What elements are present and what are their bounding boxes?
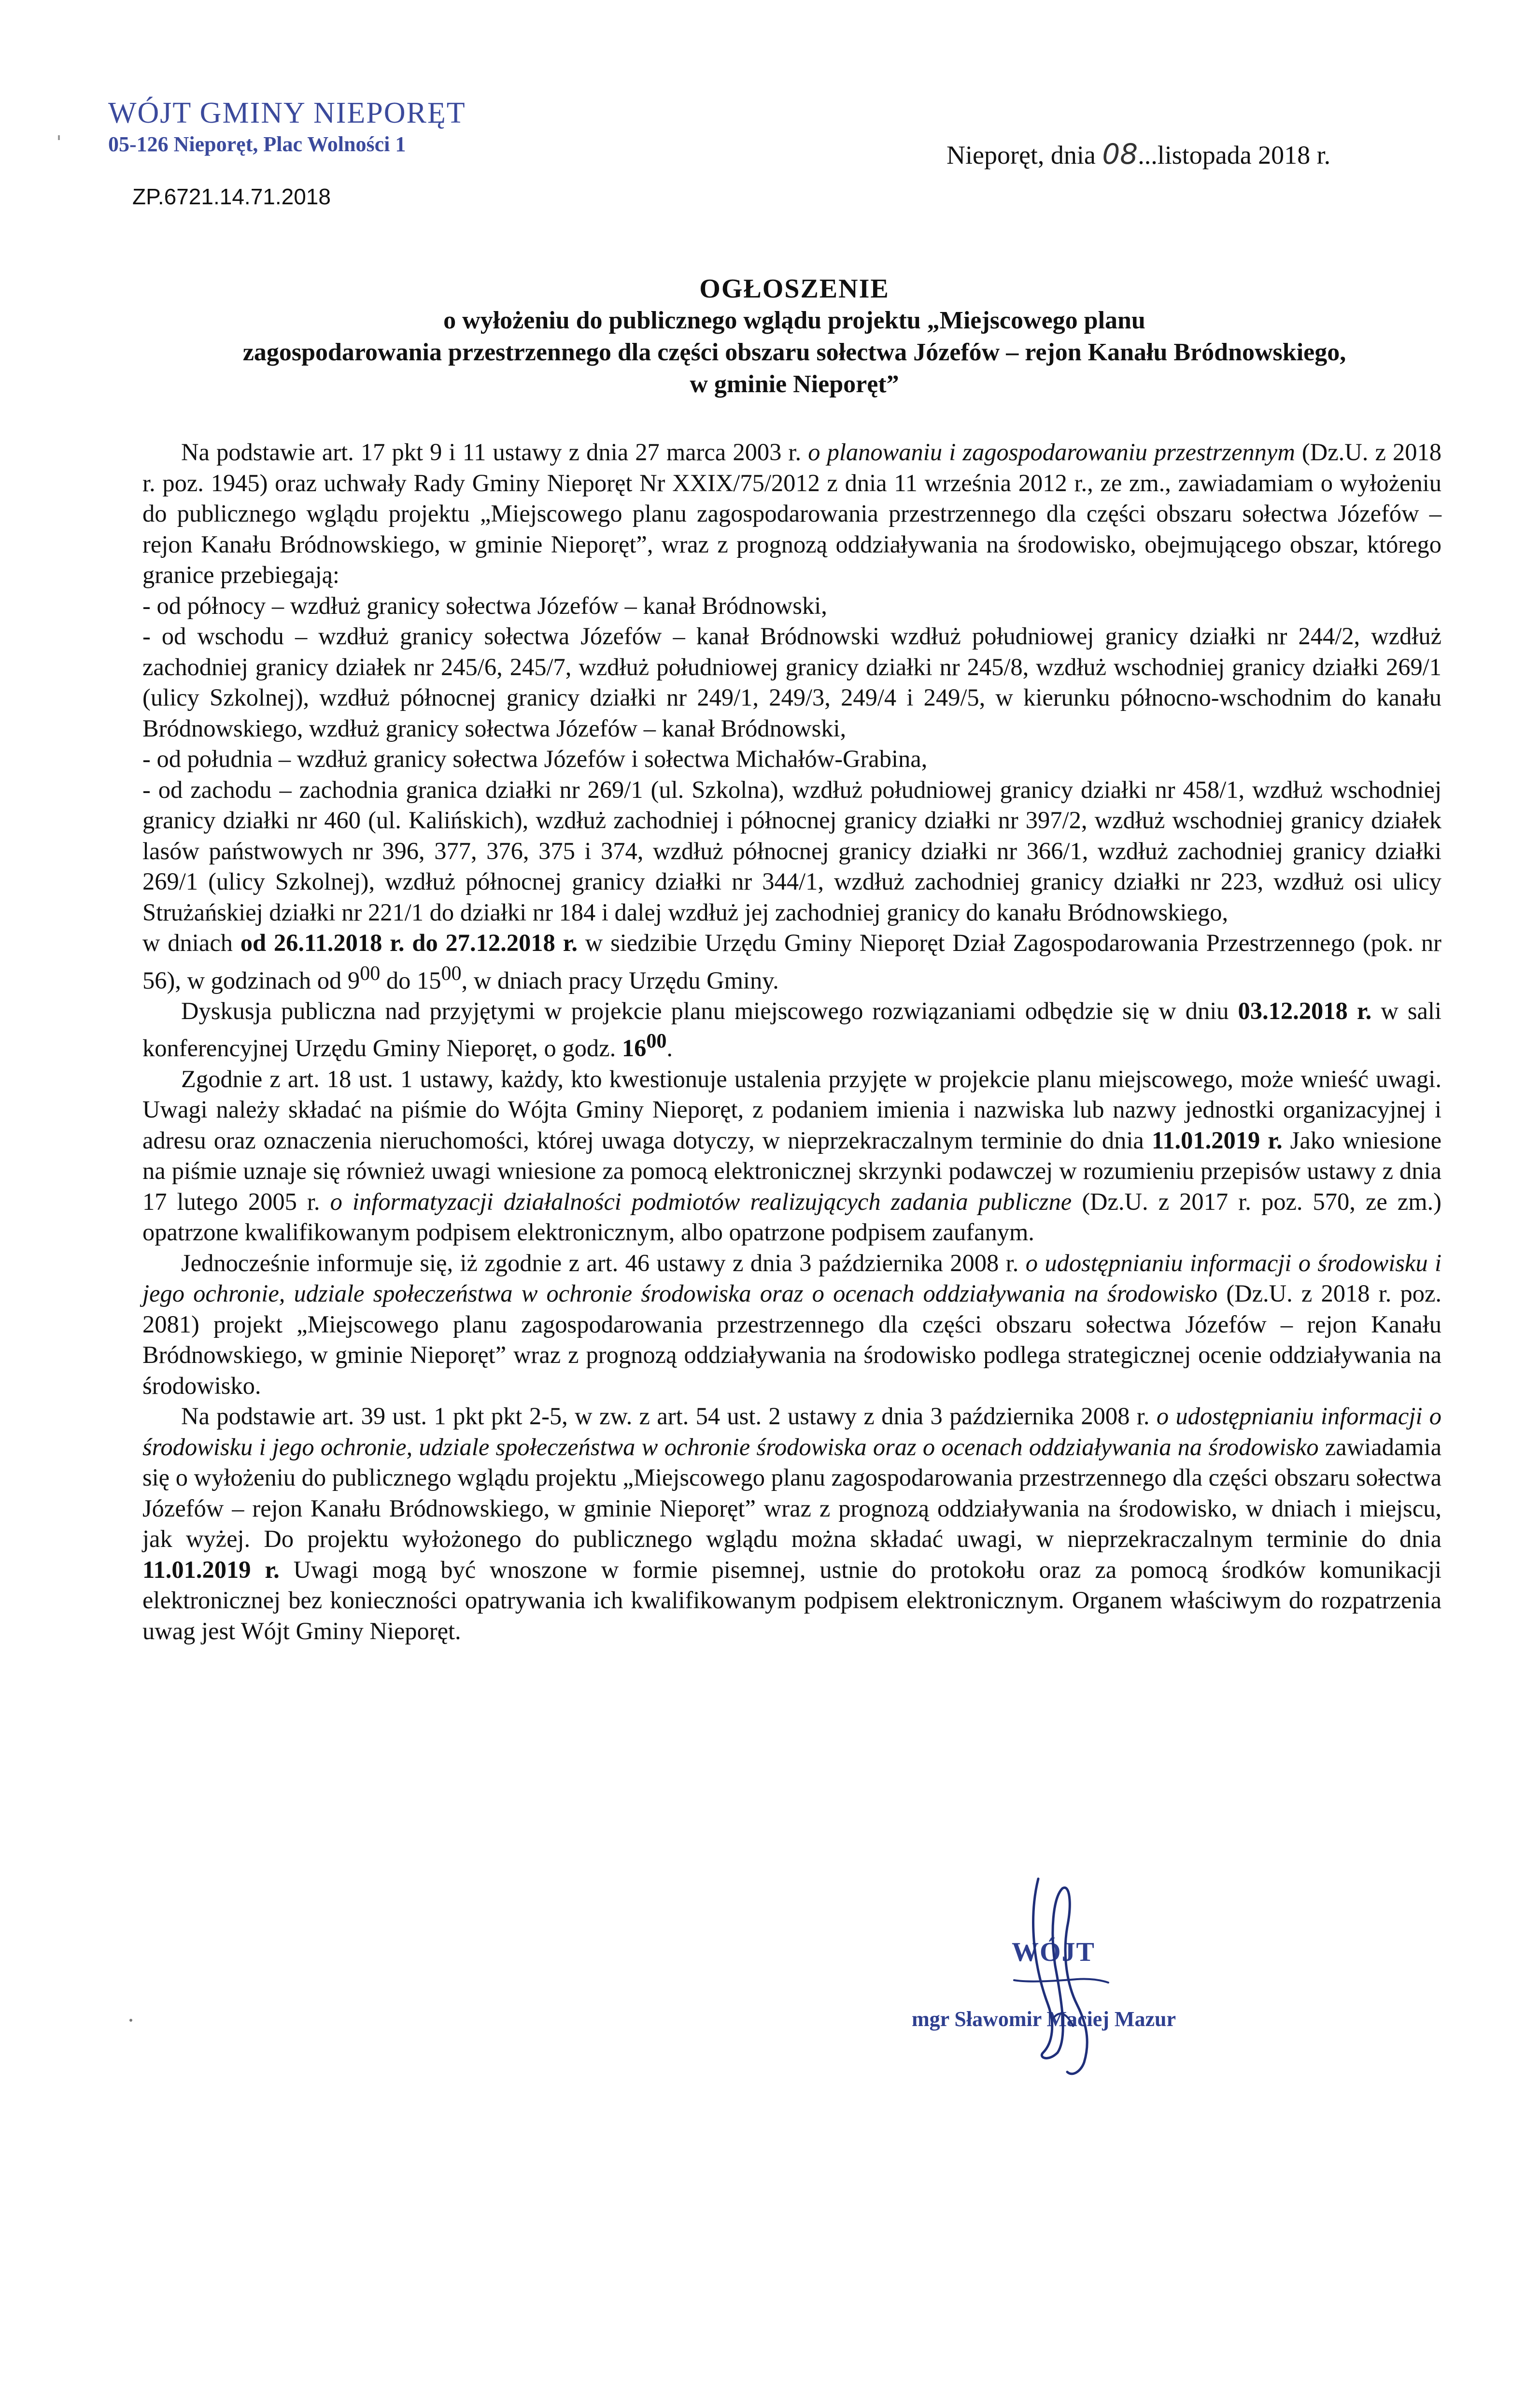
paragraph-legal-basis [142, 437, 1441, 591]
signature-block [893, 1859, 1231, 2091]
text-segment: Dyskusja publiczna nad przyjętymi w projekcie planu miejscowego rozwiązaniami odbędzie się w dniu [181, 997, 1238, 1024]
paragraph-dates [142, 928, 1441, 996]
text-segment: , w dniach pracy Urzędu Gminy. [461, 966, 779, 994]
act-title: o informatyzacji działalności podmiotów realizujących zadania publiczne [330, 1188, 1072, 1215]
date-prefix: Nieporęt, dnia [947, 141, 1102, 170]
text-segment: Zgodnie z art. 18 ust. 1 ustawy, każdy, kto kwestionuje ustalenia przyjęte w projekcie planu miejscowego, może wnieść uwagi. Uwagi należy składać na piśmie do Wójta Gminy Nieporęt, z podaniem imienia i nazwiska lub nazwy jednostki organizacyjnej i adresu oraz oznaczenia nieruchomości, której uwaga dotyczy, w nieprzekraczalnym terminie do dnia [142, 1065, 1441, 1154]
text-segment: zawiadamia się o wyłożeniu do publicznego wglądu projektu „Miejscowego planu zagospodarowania przestrzennego dla części obszaru sołectwa Józefów – rejon Kanału Bródnowskiego, w gminie Nieporęt” wraz z prognozą oddziaływania na środowisko, w dniach i miejscu, jak wyżej. Do projektu wyłożonego do publicznego wglądu można składać uwagi, w nieprzekraczalnym terminie do dnia [142, 1433, 1442, 1553]
reference-number: ZP.6721.14.71.2018 [132, 184, 331, 209]
paragraph-comments [142, 1064, 1441, 1248]
hour-superscript: 00 [646, 1030, 667, 1053]
text-segment: Na podstawie art. 39 ust. 1 pkt pkt 2-5, w zw. z art. 54 ust. 2 ustawy z dnia 3 października 2008 r. [181, 1403, 1157, 1430]
comments-deadline: 11.01.2019 r. [1151, 1126, 1283, 1154]
text-segment: w dniach [142, 929, 240, 956]
text-segment: (Dz.U. z 2018 r. poz. 2081) projekt „Miejscowego planu zagospodarowania przestrzennego dla części obszaru sołectwa Józefów – rejon Kanału Bródnowskiego, w gminie Nieporęt” wraz z prognozą oddziaływania na środowisko podlega strategicznej ocenie oddziaływania na środowisko. [142, 1280, 1441, 1399]
paragraph-discussion [142, 996, 1441, 1064]
text-segment: do 15 [380, 966, 441, 994]
act-title: o planowaniu i zagospodarowaniu przestrzennym [808, 439, 1295, 466]
hour-superscript: 00 [441, 962, 462, 985]
paragraph-environment [142, 1248, 1441, 1402]
signatory-name: mgr Sławomir Maciej Mazur [912, 2007, 1176, 2031]
stamp-address: 05-126 Nieporęt, Plac Wolności 1 [108, 132, 406, 156]
text-segment: w sali konferencyjnej Urzędu Gminy Nieporęt, o godz. [142, 997, 1441, 1062]
handwritten-signature [893, 1859, 1231, 2091]
date-suffix: ...listopada 2018 r. [1138, 141, 1331, 170]
text-segment: Jako wniesione na piśmie uznaje się również uwagi wniesione za pomocą elektronicznej skrzynki podawczej w rozumieniu przepisów ustawy z dnia 17 lutego 2005 r. [142, 1126, 1441, 1215]
text-segment: . [666, 1035, 673, 1062]
date-day: 08 [1102, 138, 1138, 170]
scan-speck [129, 2019, 132, 2022]
scan-mark [58, 135, 60, 140]
heading-line-3: w gminie Nieporęt” [690, 370, 899, 398]
discussion-time [622, 1030, 667, 1062]
heading-line-2: zagospodarowania przestrzennego dla części obszaru sołectwa Józefów – rejon Kanału Bródnowskiego, [242, 339, 1346, 366]
act-title: o udostępnianiu informacji o środowisku i jego ochronie, udziale społeczeństwa w ochronie środowiska oraz o ocenach oddziaływania na środowisko [142, 1249, 1442, 1307]
discussion-date: 03.12.2018 r. [1238, 997, 1372, 1024]
announcement-heading [145, 273, 1444, 400]
text-segment: w siedzibie Urzędu Gminy Nieporęt Dział Zagospodarowania Przestrzennego (pok. nr 56), w godzinach od 9 [142, 929, 1441, 994]
heading-line-1: o wyłożeniu do publicznego wglądu projektu „Miejscowego planu [443, 307, 1145, 334]
hour-superscript: 00 [360, 962, 381, 985]
text-segment: Na podstawie art. 17 pkt 9 i 11 ustawy z dnia 27 marca 2003 r. [181, 439, 808, 466]
date-line [947, 138, 1330, 170]
text-segment: Jednocześnie informuje się, iż zgodnie z art. 46 ustawy z dnia 3 października 2008 r. [181, 1249, 1026, 1276]
boundary-south: - od południa – wzdłuż granicy sołectwa Józefów i sołectwa Michałów-Grabina, [142, 745, 928, 772]
text-segment: 16 [622, 1035, 647, 1062]
paragraph-environmental-notice [142, 1401, 1441, 1646]
act-title: o udostępnianiu informacji o środowisku i jego ochronie, udziale społeczeństwa w ochronie środowiska oraz o ocenach oddziaływania na środowisko [142, 1403, 1441, 1460]
stamp-title: WÓJT GMINY NIEPORĘT [108, 97, 466, 129]
exhibition-period: od 26.11.2018 r. do 27.12.2018 r. [240, 929, 578, 956]
text-segment: (Dz.U. z 2018 r. poz. 1945) oraz uchwały Rady Gminy Nieporęt Nr XXIX/75/2012 z dnia 11 września 2012 r., ze zm., zawiadamiam o wyłożeniu do publicznego wglądu projektu „Miejscowego planu zagospodarowania przestrzennego dla części obszaru sołectwa Józefów – rejon Kanału Bródnowskiego, w gminie Nieporęt”, wraz z prognozą oddziaływania na środowisko, obejmującego obszar, którego granice przebiegają: [142, 439, 1441, 588]
office-stamp [108, 98, 466, 158]
boundary-north: - od północy – wzdłuż granicy sołectwa Józefów – kanał Bródnowski, [142, 592, 827, 619]
text-segment: Uwagi mogą być wnoszone w formie pisemnej, ustnie do protokołu oraz za pomocą środków komunikacji elektronicznej bez konieczności opatrywania ich kwalifikowanym podpisem elektronicznym. Organem właściwym do rozpatrzenia uwag jest Wójt Gminy Nieporęt. [142, 1556, 1442, 1645]
text-segment: (Dz.U. z 2017 r. poz. 570, ze zm.) opatrzone kwalifikowanym podpisem elektronicznym, albo opatrzone podpisem zaufanym. [142, 1188, 1441, 1246]
announcement-title: OGŁOSZENIE [699, 274, 890, 304]
boundary-east: - od wschodu – wzdłuż granicy sołectwa Józefów – kanał Bródnowski wzdłuż południowej granicy działki nr 244/2, wzdłuż zachodniej granicy działek nr 245/6, 245/7, wzdłuż południowej granicy działki nr 245/8, wzdłuż wschodniej granicy działki 269/1 (ulicy Szkolnej), wzdłuż północnej granicy działki nr 249/1, 249/3, 249/4 i 249/5, w kierunku północno-wschodnim do kanału Bródnowskiego, wzdłuż granicy sołectwa Józefów – kanał Bródnowski, [142, 623, 1441, 742]
announcement-body [142, 437, 1441, 1646]
boundary-west: - od zachodu – zachodnia granica działki nr 269/1 (ul. Szkolna), wzdłuż południowej granicy działki nr 458/1, wzdłuż wschodniej granicy działki nr 460 (ul. Kalińskich), wzdłuż zachodniej i północnej granicy działki nr 397/2, wzdłuż wschodniej granicy działek lasów państwowych nr 396, 377, 376, 375 i 374, wzdłuż północnej granicy działki nr 366/1, wzdłuż zachodniej granicy działki 269/1 (ulicy Szkolnej), wzdłuż północnej granicy działki nr 344/1, wzdłuż zachodniej granicy działki nr 223, wzdłuż osi ulicy Strużańskiej działki nr 221/1 do działki nr 184 i dalej wzdłuż jej zachodniej granicy do kanału Bródnowskiego, [142, 776, 1441, 926]
comments-deadline: 11.01.2019 r. [142, 1556, 280, 1583]
signature-title: WÓJT [1012, 1937, 1095, 1967]
